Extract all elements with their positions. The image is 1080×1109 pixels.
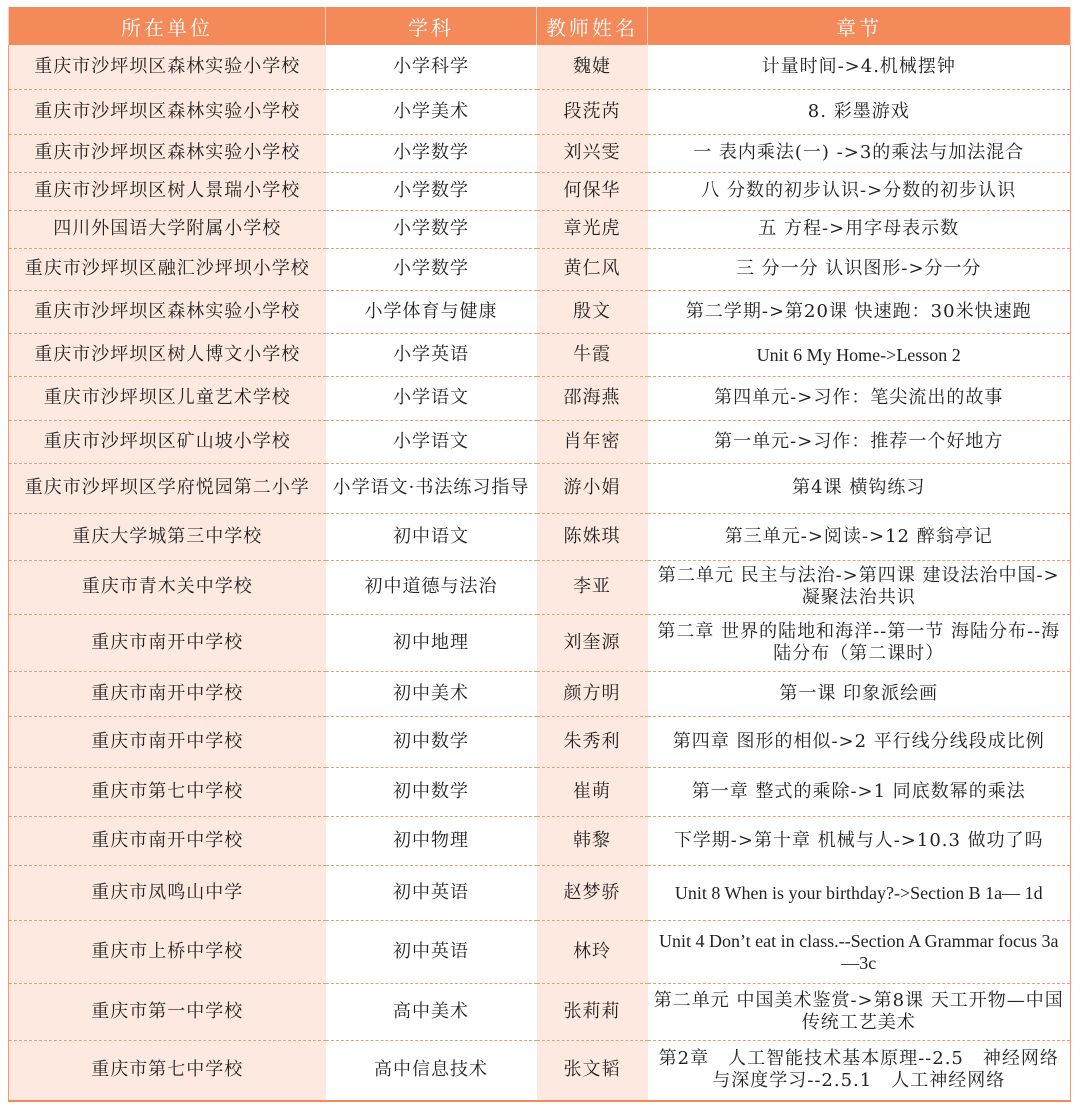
cell-chapter: 第二学期->第20课 快速跑：30米快速跑: [648, 290, 1071, 333]
teacher-course-table: [8, 7, 1071, 1102]
cell-chapter: 五 方程->用字母表示数: [648, 210, 1071, 248]
cell-unit: 重庆市沙坪坝区森林实验小学校: [9, 89, 326, 134]
cell-unit: 重庆市沙坪坝区儿童艺术学校: [9, 376, 326, 420]
cell-subject: 小学科学: [326, 45, 537, 89]
cell-subject: 小学美术: [326, 89, 537, 134]
cell-teacher: 游小娟: [537, 463, 648, 513]
cell-subject: 小学数学: [326, 134, 537, 172]
cell-unit: 重庆市第一中学校: [9, 983, 326, 1040]
cell-chapter: Unit 8 When is your birthday?->Section B 1a— 1d: [648, 865, 1071, 920]
cell-subject: 小学英语: [326, 333, 537, 376]
cell-teacher: 张文韬: [537, 1040, 648, 1101]
teacher-course-table-wrapper: [8, 7, 1070, 1102]
cell-teacher: 朱秀利: [537, 716, 648, 767]
cell-unit: 重庆市南开中学校: [9, 614, 326, 671]
cell-teacher: 赵梦骄: [537, 865, 648, 920]
table-row: [9, 767, 1071, 816]
cell-chapter: 第4课 横钩练习: [648, 463, 1071, 513]
cell-unit: 重庆市沙坪坝区森林实验小学校: [9, 134, 326, 172]
table-row: [9, 376, 1071, 420]
table-row: [9, 172, 1071, 210]
cell-unit: 重庆市沙坪坝区树人博文小学校: [9, 333, 326, 376]
cell-chapter: 第二单元 民主与法治->第四课 建设法治中国->凝聚法治共识: [648, 560, 1071, 614]
cell-teacher: 牛霞: [537, 333, 648, 376]
cell-unit: 重庆市沙坪坝区矿山坡小学校: [9, 420, 326, 463]
cell-chapter: Unit 4 Don’t eat in class.--Section A Grammar focus 3a—3c: [648, 920, 1071, 983]
cell-teacher: 黄仁风: [537, 248, 648, 290]
cell-teacher: 邵海燕: [537, 376, 648, 420]
cell-teacher: 章光虎: [537, 210, 648, 248]
cell-teacher: 段莐芮: [537, 89, 648, 134]
cell-chapter: 第四单元->习作：笔尖流出的故事: [648, 376, 1071, 420]
table-row: [9, 816, 1071, 865]
header-subject: 学科: [326, 7, 537, 45]
header-unit: 所在单位: [9, 7, 326, 45]
cell-subject: 初中英语: [326, 920, 537, 983]
cell-subject: 初中物理: [326, 816, 537, 865]
cell-unit: 重庆市沙坪坝区森林实验小学校: [9, 290, 326, 333]
cell-chapter: 第一课 印象派绘画: [648, 671, 1071, 716]
table-row: [9, 134, 1071, 172]
cell-unit: 重庆市凤鸣山中学: [9, 865, 326, 920]
cell-unit: 四川外国语大学附属小学校: [9, 210, 326, 248]
cell-teacher: 李亚: [537, 560, 648, 614]
cell-chapter: 三 分一分 认识图形->分一分: [648, 248, 1071, 290]
cell-teacher: 崔萌: [537, 767, 648, 816]
table-row: [9, 920, 1071, 983]
cell-teacher: 林玲: [537, 920, 648, 983]
cell-chapter: 八 分数的初步认识->分数的初步认识: [648, 172, 1071, 210]
cell-chapter: 8. 彩墨游戏: [648, 89, 1071, 134]
table-row: [9, 333, 1071, 376]
cell-teacher: 颜方明: [537, 671, 648, 716]
cell-unit: 重庆市第七中学校: [9, 1040, 326, 1101]
header-teacher: 教师姓名: [537, 7, 648, 45]
cell-subject: 初中英语: [326, 865, 537, 920]
table-row: [9, 983, 1071, 1040]
cell-subject: 初中道德与法治: [326, 560, 537, 614]
cell-subject: 初中数学: [326, 716, 537, 767]
cell-chapter: 第2章 人工智能技术基本原理--2.5 神经网络与深度学习--2.5.1 人工神经网络: [648, 1040, 1071, 1101]
cell-subject: 初中美术: [326, 671, 537, 716]
cell-unit: 重庆市第七中学校: [9, 767, 326, 816]
table-row: [9, 463, 1071, 513]
cell-teacher: 殷文: [537, 290, 648, 333]
cell-teacher: 张莉莉: [537, 983, 648, 1040]
table-row: [9, 420, 1071, 463]
cell-teacher: 刘奎源: [537, 614, 648, 671]
cell-subject: 小学语文: [326, 376, 537, 420]
cell-unit: 重庆市上桥中学校: [9, 920, 326, 983]
cell-teacher: 何保华: [537, 172, 648, 210]
table-row: [9, 290, 1071, 333]
cell-teacher: 魏婕: [537, 45, 648, 89]
cell-unit: 重庆市沙坪坝区树人景瑞小学校: [9, 172, 326, 210]
cell-chapter: 第三单元->阅读->12 醉翁亭记: [648, 513, 1071, 560]
cell-unit: 重庆市青木关中学校: [9, 560, 326, 614]
cell-subject: 高中信息技术: [326, 1040, 537, 1101]
table-header-row: [9, 7, 1071, 45]
cell-unit: 重庆市沙坪坝区森林实验小学校: [9, 45, 326, 89]
cell-chapter: 一 表内乘法(一) ->3的乘法与加法混合: [648, 134, 1071, 172]
cell-subject: 小学语文: [326, 420, 537, 463]
cell-chapter: 第二章 世界的陆地和海洋--第一节 海陆分布--海陆分布（第二课时）: [648, 614, 1071, 671]
cell-teacher: 刘兴雯: [537, 134, 648, 172]
cell-unit: 重庆市南开中学校: [9, 671, 326, 716]
cell-unit: 重庆大学城第三中学校: [9, 513, 326, 560]
cell-teacher: 陈姝琪: [537, 513, 648, 560]
cell-chapter: 第二单元 中国美术鉴赏->第8课 天工开物—中国传统工艺美术: [648, 983, 1071, 1040]
cell-subject: 小学数学: [326, 172, 537, 210]
cell-subject: 小学体育与健康: [326, 290, 537, 333]
table-row: [9, 865, 1071, 920]
cell-chapter: 下学期->第十章 机械与人->10.3 做功了吗: [648, 816, 1071, 865]
cell-subject: 初中地理: [326, 614, 537, 671]
cell-chapter: 计量时间->4.机械摆钟: [648, 45, 1071, 89]
table-row: [9, 210, 1071, 248]
table-row: [9, 248, 1071, 290]
cell-chapter: 第一单元->习作：推荐一个好地方: [648, 420, 1071, 463]
cell-subject: 小学数学: [326, 210, 537, 248]
cell-unit: 重庆市沙坪坝区融汇沙坪坝小学校: [9, 248, 326, 290]
table-row: [9, 671, 1071, 716]
cell-subject: 小学数学: [326, 248, 537, 290]
table-row: [9, 45, 1071, 89]
cell-chapter: 第四章 图形的相似->2 平行线分线段成比例: [648, 716, 1071, 767]
cell-unit: 重庆市南开中学校: [9, 816, 326, 865]
header-chapter: 章节: [648, 7, 1071, 45]
table-row: [9, 614, 1071, 671]
cell-unit: 重庆市沙坪坝区学府悦园第二小学: [9, 463, 326, 513]
cell-unit: 重庆市南开中学校: [9, 716, 326, 767]
cell-chapter: 第一章 整式的乘除->1 同底数幂的乘法: [648, 767, 1071, 816]
table-row: [9, 89, 1071, 134]
cell-subject: 初中数学: [326, 767, 537, 816]
cell-teacher: 韩黎: [537, 816, 648, 865]
table-row: [9, 513, 1071, 560]
cell-subject: 高中美术: [326, 983, 537, 1040]
cell-subject: 小学语文·书法练习指导: [326, 463, 537, 513]
cell-teacher: 肖年密: [537, 420, 648, 463]
table-row: [9, 716, 1071, 767]
cell-subject: 初中语文: [326, 513, 537, 560]
table-row: [9, 560, 1071, 614]
table-row: [9, 1040, 1071, 1101]
cell-chapter: Unit 6 My Home->Lesson 2: [648, 333, 1071, 376]
